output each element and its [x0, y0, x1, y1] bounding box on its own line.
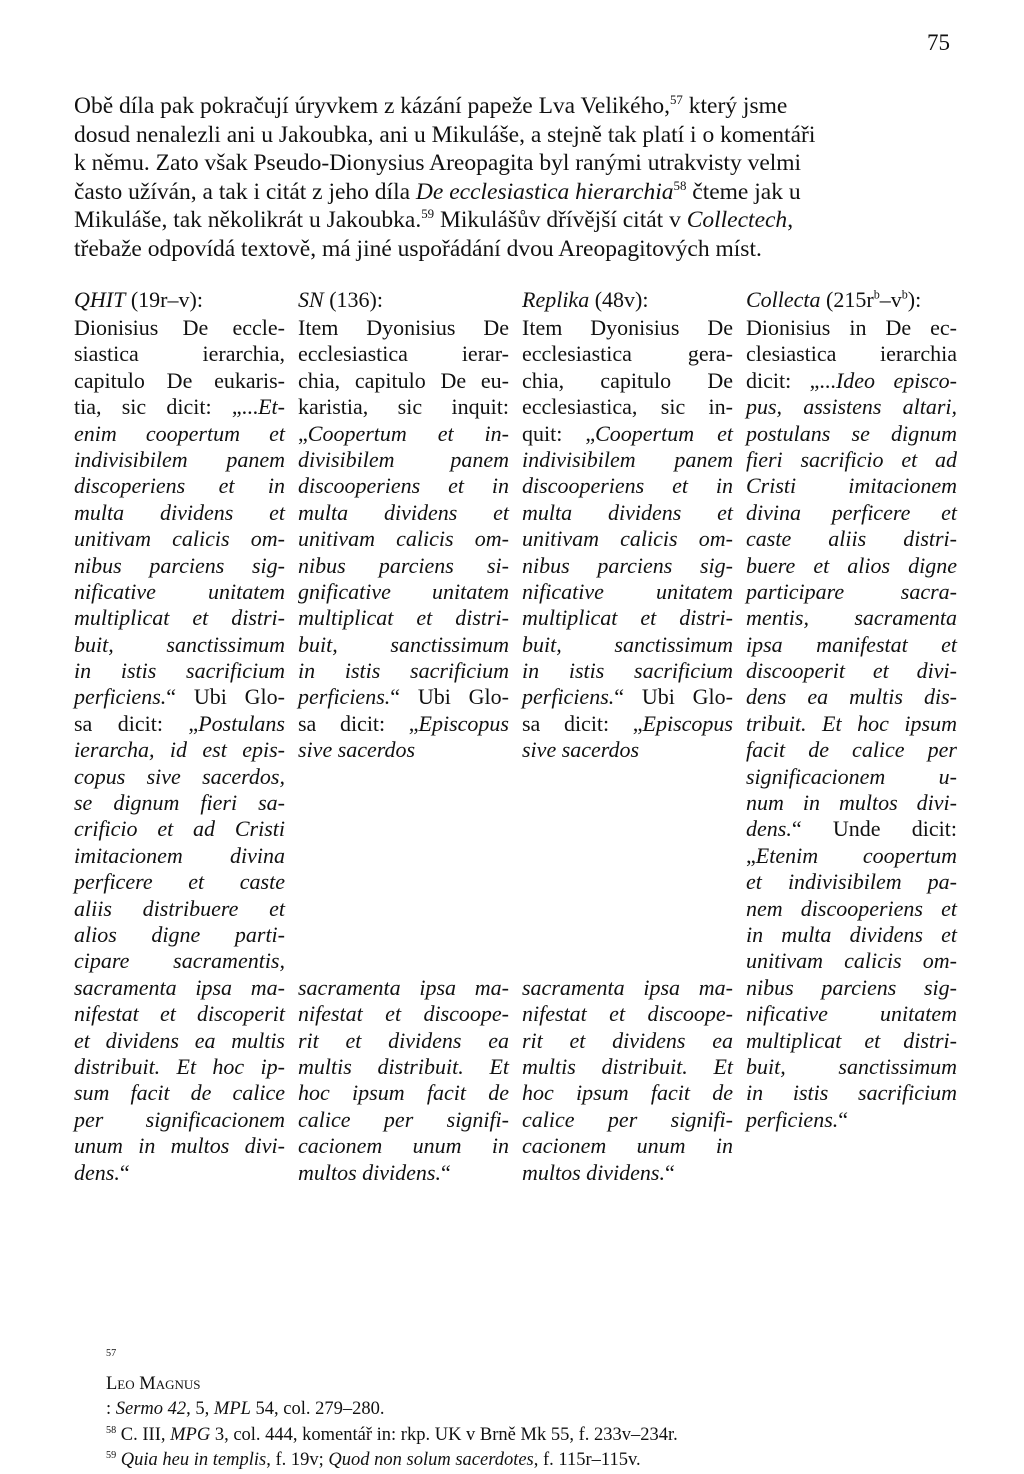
column-line	[522, 764, 733, 790]
column-line: rit et dividens ea	[522, 1027, 733, 1053]
column-line: „Coopertum et in-	[298, 420, 509, 446]
column-line: per significacionem	[74, 1106, 285, 1132]
column-line: facit de calice per	[746, 737, 957, 763]
column-line: caste aliis distri-	[746, 526, 957, 552]
footnotes	[106, 1346, 966, 1474]
column-sn	[298, 287, 509, 1186]
column-line: karistia, sic inquit:	[298, 394, 509, 420]
column-line: quit: „Coopertum et	[522, 420, 733, 446]
column-line: gnificative unitatem	[298, 578, 509, 604]
column-line: chia, capitulo De	[522, 367, 733, 393]
column-line: se dignum fieri sa-	[74, 790, 285, 816]
column-line: nifestat et discoope-	[298, 1001, 509, 1027]
column-line: capitulo De eukaris-	[74, 367, 285, 393]
column-line: ierarcha, id est epis-	[74, 737, 285, 763]
column-line: calice per signifi-	[298, 1106, 509, 1132]
column-line: discoperiens et in	[74, 473, 285, 499]
column-line: unitivam calicis om-	[746, 948, 957, 974]
column-line: hoc ipsum facit de	[298, 1080, 509, 1106]
column-line	[298, 896, 509, 922]
column-line: nibus parciens sig-	[522, 552, 733, 578]
column-line	[298, 869, 509, 895]
column-line: nificative unitatem	[522, 578, 733, 604]
column-line	[298, 816, 509, 842]
column-line: multa dividens et	[522, 499, 733, 525]
column-line: perficiens.“ Ubi Glo-	[74, 684, 285, 710]
column-header: QHIT (19r–v):	[74, 287, 203, 312]
column-line: in istis sacrificium	[298, 658, 509, 684]
column-line	[298, 843, 509, 869]
column-line	[522, 948, 733, 974]
intro-line: třebaže odpovídá textově, má jiné uspořádání dvou Areopagitových míst.	[74, 235, 762, 262]
column-line: sacramenta ipsa ma-	[298, 974, 509, 1000]
column-line: unitivam calicis om-	[298, 526, 509, 552]
column-qhit	[74, 287, 285, 1186]
column-line: sa dicit: „Postulans	[74, 710, 285, 736]
column-line: perficiens.“ Ubi Glo-	[298, 684, 509, 710]
column-line: dicit: „...Ideo episco-	[746, 367, 958, 393]
column-line	[298, 764, 509, 790]
column-line: buit, sanctissimum	[522, 631, 733, 657]
column-line	[522, 896, 733, 922]
column-line: sacramenta ipsa ma-	[522, 974, 733, 1000]
intro-line: dosud nenalezli ani u Jakoubka, ani u Mikuláše, a stejně tak platí i o komentáři	[74, 121, 816, 148]
column-line: divisibilem panem	[298, 446, 509, 472]
column-line: nificative unitatem	[74, 578, 285, 604]
column-line: Dionisius in De ec-	[746, 315, 957, 340]
column-line: num in multos divi-	[746, 790, 957, 816]
column-line: sacramenta ipsa ma-	[74, 974, 285, 1000]
column-line	[522, 922, 733, 948]
column-line: dens.“	[74, 1159, 130, 1185]
column-line: calice per signifi-	[522, 1106, 733, 1132]
column-collecta	[746, 287, 957, 1133]
column-line: ecclesiastica ierar-	[298, 341, 509, 367]
column-line: ecclesiastica gera-	[522, 341, 733, 367]
column-line: Item Dyonisius De	[298, 315, 509, 340]
column-line: Cristi imitacionem	[746, 473, 957, 499]
column-line: participare sacra-	[746, 578, 957, 604]
column-line: Item Dyonisius De	[522, 315, 733, 340]
column-line: hoc ipsum facit de	[522, 1080, 733, 1106]
column-line: mentis, sacramenta	[746, 605, 957, 631]
column-line: et indivisibilem pa-	[746, 869, 957, 895]
column-line: ipsa manifestat et	[746, 631, 957, 657]
column-line	[298, 790, 509, 816]
intro-line: k němu. Zato však Pseudo-Dionysius Areopagita byl ranými utrakvisty velmi	[74, 150, 802, 177]
column-line: nem discooperiens et	[746, 895, 957, 921]
column-line: in istis sacrificium	[522, 658, 733, 684]
column-line: multa dividens et	[298, 499, 509, 525]
column-line: „Etenim coopertum	[746, 842, 957, 868]
column-line: dens.“ Unde dicit:	[746, 816, 957, 842]
column-line: multiplicat et distri-	[74, 605, 285, 631]
column-line: sive sacerdos	[298, 737, 416, 763]
column-line: enim coopertum et	[74, 420, 285, 446]
column-line: nibus parciens sig-	[746, 974, 957, 1000]
column-line: nibus parciens si-	[298, 552, 509, 578]
column-line: perficere et caste	[74, 869, 285, 895]
intro-line: Mikuláše, tak několikrát u Jakoubka.$^{59}$ Mikulášův dřívější citát v Collectech,	[74, 206, 794, 234]
column-line: discooperiens et in	[298, 473, 509, 499]
column-line: significacionem u-	[746, 763, 957, 789]
column-line	[298, 948, 509, 974]
column-line: in istis sacrificium	[746, 1080, 957, 1106]
intro-line: často užíván, a tak i citát z jeho díla De ecclesiastica hierarchia$^{58}$ čteme jak u	[74, 177, 801, 205]
column-line: tribuit. Et hoc ipsum	[746, 710, 957, 736]
column-line: discooperit et divi-	[746, 658, 957, 684]
column-line: multos dividens.“	[298, 1159, 451, 1185]
column-line: buit, sanctissimum	[746, 1053, 957, 1079]
column-line: indivisibilem panem	[522, 446, 733, 472]
footnote: $^{58}$ C. III, MPG 3, col. 444, komentář in: rkp. UK v Brně Mk 55, f. 233v–234r.	[106, 1424, 678, 1445]
column-line: divina perficere et	[746, 499, 957, 525]
column-line: tia, sic dicit: „...Et-	[74, 394, 285, 420]
column-line: fieri sacrificio et ad	[746, 446, 957, 472]
column-line: nifestat et discoperit	[74, 1001, 285, 1027]
column-line: ecclesiastica, sic in-	[522, 394, 733, 420]
column-line: alios digne parti-	[74, 921, 285, 947]
column-line: chia, capitulo De eu-	[298, 367, 509, 393]
column-line: distribuit. Et hoc ip-	[74, 1053, 285, 1079]
intro-paragraph	[74, 92, 950, 264]
column-line: nibus parciens sig-	[74, 552, 285, 578]
column-line: rit et dividens ea	[298, 1027, 509, 1053]
column-line: multis distribuit. Et	[522, 1053, 733, 1079]
column-line: postulans se dignum	[746, 420, 957, 446]
column-replika	[522, 287, 733, 1186]
parallel-columns	[74, 287, 958, 1287]
column-line: clesiastica ierarchia	[746, 341, 957, 367]
column-line: in multa dividens et	[746, 921, 957, 947]
column-line: crificio et ad Cristi	[74, 816, 285, 842]
column-line: sum facit de calice	[74, 1080, 285, 1106]
column-line: unum in multos divi-	[74, 1133, 285, 1159]
column-line: indivisibilem panem	[74, 446, 285, 472]
column-line: unitivam calicis om-	[74, 526, 285, 552]
column-line: multos dividens.“	[522, 1159, 675, 1185]
column-line: perficiens.“	[746, 1106, 849, 1132]
column-line	[298, 922, 509, 948]
column-line	[522, 790, 733, 816]
column-line: multiplicat et distri-	[746, 1027, 957, 1053]
column-line	[522, 843, 733, 869]
footnote: $^{59}$ Quia heu in templis, f. 19v; Quod non solum sacerdotes, f. 115r–115v.	[106, 1449, 641, 1470]
column-line: Dionisius De eccle-	[74, 315, 285, 340]
column-line: cacionem unum in	[298, 1133, 509, 1159]
column-line	[522, 816, 733, 842]
page-number: 75	[927, 30, 950, 55]
column-line: dens ea multis dis-	[746, 684, 957, 710]
column-line: copus sive sacerdos,	[74, 763, 285, 789]
column-header: Collecta $(215r^b-v^b)$:	[746, 287, 922, 312]
column-line: et dividens ea multis	[74, 1027, 285, 1053]
column-line: aliis distribuere et	[74, 895, 285, 921]
column-line: multa dividens et	[74, 499, 285, 525]
column-header: Replika (48v):	[522, 287, 649, 312]
column-line: sa dicit: „Episcopus	[522, 710, 733, 736]
column-line: sive sacerdos	[522, 737, 640, 763]
column-line: unitivam calicis om-	[522, 526, 733, 552]
column-line: in istis sacrificium	[74, 658, 285, 684]
intro-line: Obě díla pak pokračují úryvkem z kázání papeže Lva Velikého,$^{57}$ který jsme	[74, 92, 788, 119]
column-line: buit, sanctissimum	[74, 631, 285, 657]
column-line: perficiens.“ Ubi Glo-	[522, 684, 733, 710]
footnote: $^{57}$ Leo Magnus : Sermo 42, 5, MPL 54, col. 279–280.	[106, 1347, 385, 1419]
column-line: nificative unitatem	[746, 1001, 957, 1027]
column-line: cacionem unum in	[522, 1133, 733, 1159]
column-line: imitacionem divina	[74, 842, 285, 868]
column-line: multis distribuit. Et	[298, 1053, 509, 1079]
column-line: nifestat et discoope-	[522, 1001, 733, 1027]
column-line	[522, 869, 733, 895]
column-line: cipare sacramentis,	[74, 948, 285, 974]
column-line: pus, assistens altari,	[746, 394, 957, 420]
column-line: siastica ierarchia,	[74, 341, 285, 367]
column-line: discooperiens et in	[522, 473, 733, 499]
column-line: multiplicat et distri-	[298, 605, 509, 631]
column-line: multiplicat et distri-	[522, 605, 733, 631]
column-header: SN (136):	[298, 287, 383, 312]
column-line: buit, sanctissimum	[298, 631, 509, 657]
column-line: sa dicit: „Episcopus	[298, 710, 509, 736]
column-line: buere et alios digne	[746, 552, 957, 578]
